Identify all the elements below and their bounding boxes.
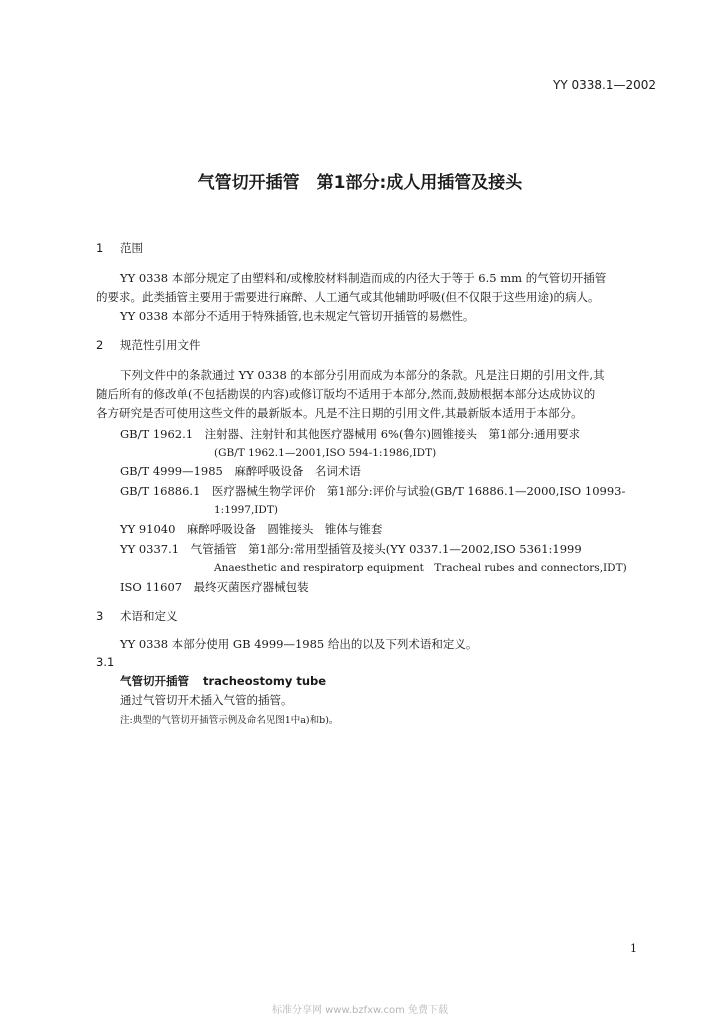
term-heading — [120, 672, 326, 691]
term-chinese: 气管切开插管 — [120, 674, 189, 688]
section-2-number: 2 — [96, 338, 104, 352]
ref-yy-91040: YY 91040 麻醉呼吸设备 圆锥接头 锥体与锥套 — [120, 522, 383, 536]
footer-watermark: 标准分享网 www.bzfxw.com 免费下载 — [272, 1005, 448, 1016]
s2-intro-line-2: 随后所有的修改单(不包括勘误的内容)或修订版均不适用于本部分,然而,鼓励根据本部分达成协议的 — [96, 387, 596, 401]
s2-intro-line-3: 各方研究是否可使用这些文件的最新版本。凡是不注日期的引用文件,其最新版本适用于本部分。 — [96, 406, 583, 420]
ref-gbt-16886-line-1: GB/T 16886.1 医疗器械生物学评价 第1部分:评价与试验(GB/T 16886.1—2000,ISO 10993- — [120, 484, 626, 498]
section-1-number: 1 — [96, 241, 104, 255]
s3-intro: YY 0338 本部分使用 GB 4999—1985 给出的以及下列术语和定义。 — [120, 637, 478, 651]
s1-paragraph-1-line-1: YY 0338 本部分规定了由塑料和/或橡胶材料制造而成的内径大于等于 6.5 mm 的气管切开插管 — [120, 271, 607, 285]
standard-number: YY 0338.1—2002 — [552, 78, 656, 92]
section-1-heading — [96, 240, 143, 256]
ref-gbt-4999: GB/T 4999—1985 麻醉呼吸设备 名词术语 — [120, 464, 361, 478]
document-title: 气管切开插管 第1部分:成人用插管及接头 — [197, 173, 523, 193]
ref-gbt-1962-line-2: (GB/T 1962.1—2001,ISO 594-1:1986,IDT) — [214, 447, 437, 459]
term-note: 注:典型的气管切开插管示例及命名见图1中a)和b)。 — [120, 715, 339, 726]
ref-yy-0337-line-1: YY 0337.1 气管插管 第1部分:常用型插管及接头(YY 0337.1—2002,ISO 5361:1999 — [120, 542, 582, 556]
section-2-heading — [96, 337, 201, 353]
page-number: 1 — [630, 942, 637, 955]
section-3-heading — [96, 608, 178, 624]
section-3-number: 3 — [96, 609, 104, 623]
section-2-title: 规范性引用文件 — [120, 338, 201, 352]
ref-gbt-1962-line-1: GB/T 1962.1 注射器、注射针和其他医疗器械用 6%(鲁尔)圆锥接头 第1部分:通用要求 — [120, 427, 581, 441]
section-3-title: 术语和定义 — [120, 609, 178, 623]
term-number: 3.1 — [96, 655, 115, 669]
term-definition: 通过气管切开术插入气管的插管。 — [120, 693, 293, 707]
s1-paragraph-2: YY 0338 本部分不适用于特殊插管,也未规定气管切开插管的易燃性。 — [120, 309, 475, 323]
s2-intro-line-1: 下列文件中的条款通过 YY 0338 的本部分引用而成为本部分的条款。凡是注日期的引用文件,其 — [120, 368, 605, 382]
term-english: tracheostomy tube — [203, 674, 327, 688]
section-1-title: 范围 — [120, 241, 143, 255]
ref-iso-11607: ISO 11607 最终灭菌医疗器械包装 — [120, 580, 309, 594]
s1-paragraph-1-line-2: 的要求。此类插管主要用于需要进行麻醉、人工通气或其他辅助呼吸(但不仅限于这些用途)的病人。 — [96, 290, 600, 304]
ref-yy-0337-line-2: Anaesthetic and respiratorp equipment Tracheal rubes and connectors,IDT) — [214, 562, 627, 574]
ref-gbt-16886-line-2: 1:1997,IDT) — [214, 504, 278, 516]
